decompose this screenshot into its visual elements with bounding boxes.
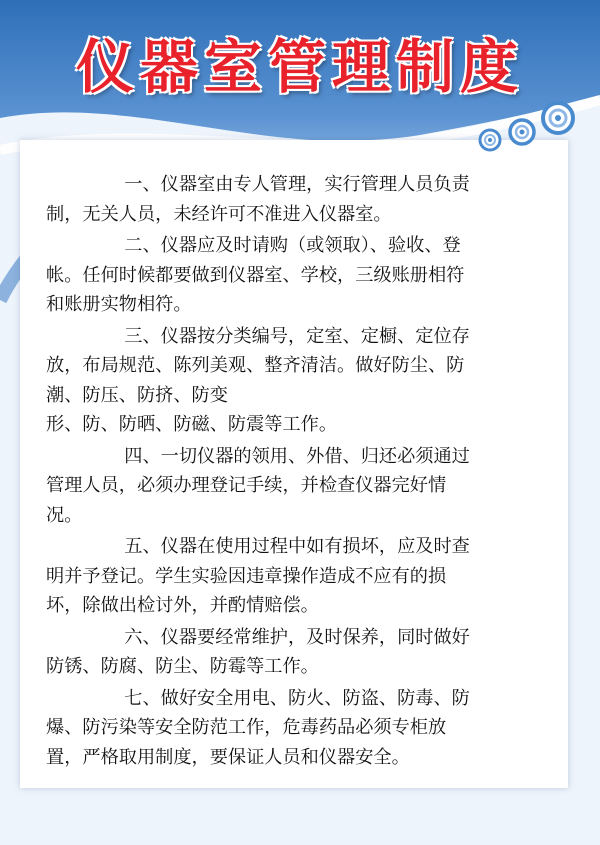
rule-3 xyxy=(46,322,556,440)
rule-line: 放，布局规范、陈列美观、整齐清洁。做好防尘、防 xyxy=(46,355,465,376)
ring-circles-decoration xyxy=(458,96,578,156)
rule-line: 帐。任何时候都要做到仪器室、学校，三级账册相符 xyxy=(46,264,465,286)
rule-4 xyxy=(46,442,556,531)
rules-body xyxy=(46,170,556,774)
rule-2 xyxy=(46,231,556,320)
rule-line: 况。 xyxy=(46,504,83,526)
rule-7 xyxy=(46,684,556,773)
rule-line: 爆、防污染等安全防范工作，危毒药品必须专柜放 xyxy=(46,717,447,738)
rule-line: 坏，除做出检讨外，并酌情赔偿。 xyxy=(46,595,319,616)
rule-line: 七、做好安全用电、防火、防盗、防毒、防 xyxy=(124,687,470,709)
rule-line: 潮、防压、防挤、防变 xyxy=(46,384,228,406)
rule-line: 明并予登记。学生实验因违章操作造成不应有的损 xyxy=(46,565,447,587)
rule-line: 置，严格取用制度，要保证人员和仪器安全。 xyxy=(46,746,410,768)
rule-line: 防锈、防腐、防尘、防霉等工作。 xyxy=(46,656,319,677)
rule-line: 六、仪器要经常维护，及时保养，同时做好 xyxy=(124,626,470,648)
rule-line: 和账册实物相符。 xyxy=(46,294,192,315)
rule-line: 四、一切仪器的领用、外借、归还必须通过 xyxy=(124,445,470,467)
rule-1 xyxy=(46,170,556,229)
rule-line: 管理人员，必须办理登记手续，并检查仪器完好情 xyxy=(46,475,447,496)
rule-5 xyxy=(46,532,556,621)
rule-line: 形、防、防晒、防磁、防震等工作。 xyxy=(46,414,338,435)
rule-line: 三、仪器按分类编号，定室、定橱、定位存 xyxy=(124,325,470,347)
rule-line: 二、仪器应及时请购（或领取）、验收、登 xyxy=(124,235,461,256)
rule-line: 五、仪器在使用过程中如有损坏，应及时查 xyxy=(124,536,470,557)
rule-line: 一、仪器室由专人管理，实行管理人员负责 xyxy=(124,174,470,195)
rule-line: 制，无关人员，未经许可不准进入仪器室。 xyxy=(46,203,392,225)
page-title: 仪器室管理制度 xyxy=(75,33,524,101)
rule-6 xyxy=(46,623,556,682)
